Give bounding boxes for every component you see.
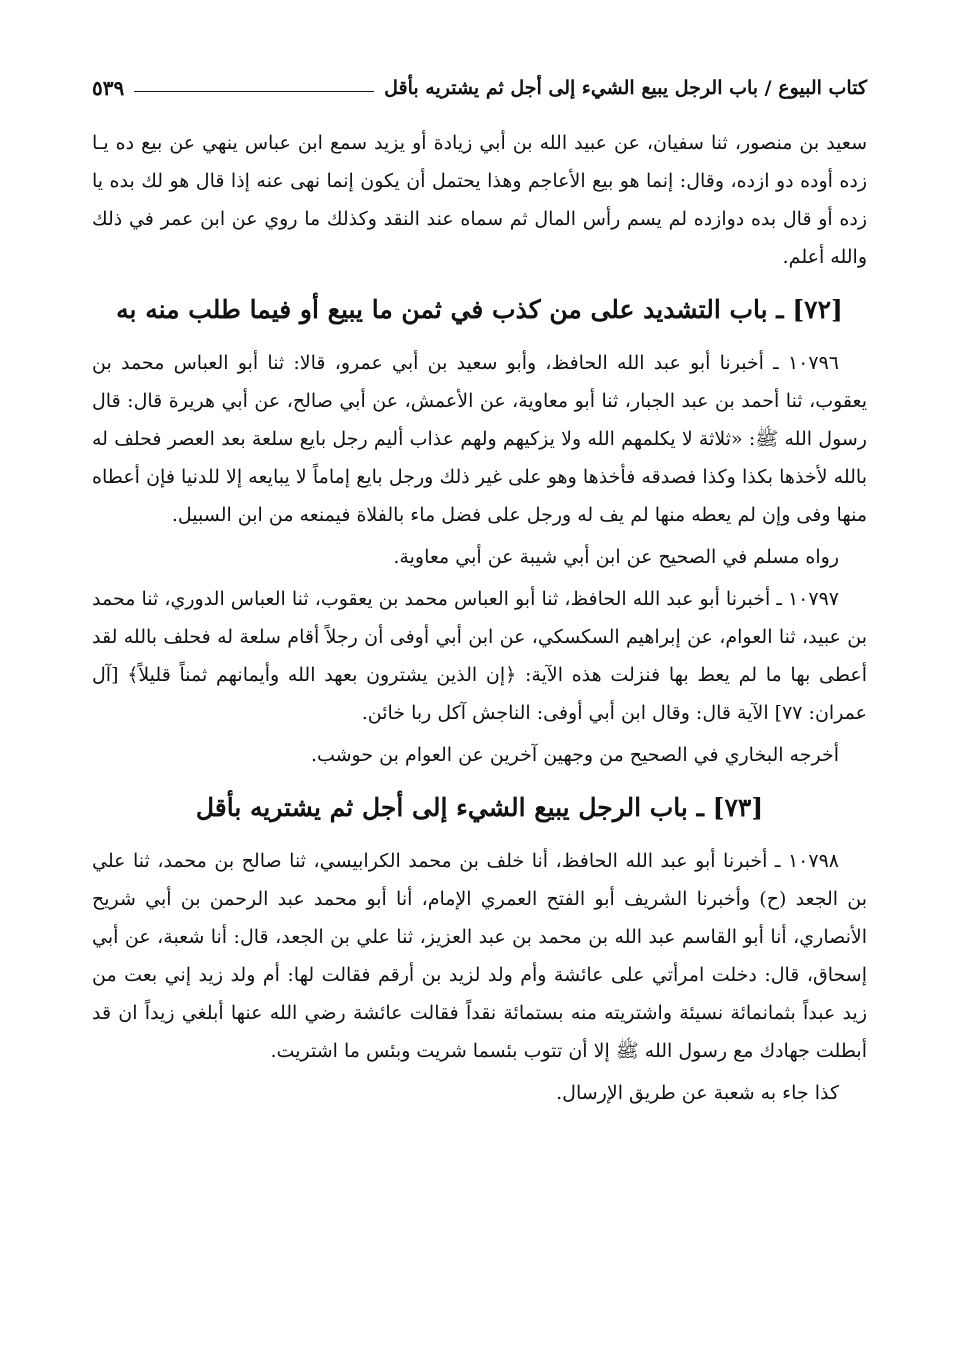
hadith-10798: ١٠٧٩٨ ـ أخبرنا أبو عبد الله الحافظ، أنا خلف بن محمد الكرابيسي، ثنا صالح بن محمد، ثنا علي بن الجعد (ح) وأخبرنا الشريف أبو الفتح العمري الإمام، أنا أبو محمد عبد الرحمن بن أبي شريح الأنصاري، أنا أبو القاسم عبد الله بن محمد بن عبد العزيز، ثنا علي بن الجعد، قال: أنا شعبة، عن أبي إسحاق، قال: دخلت امرأتي على عائشة وأم ولد لزيد بن أرقم فقالت لها: أم ولد زيد إني بعت من زيد عبداً بثمانمائة نسيئة واشتريته منه بستمائة نقداً فقالت عائشة رضي الله عنها أبلغي زيداً ان قد أبطلت جهادك مع رسول الله ﷺ إلا أن تتوب بئسما شريت وبئس ما اشتريت. bbox=[92, 850, 867, 1062]
hadith-10796: ١٠٧٩٦ ـ أخبرنا أبو عبد الله الحافظ، وأبو سعيد بن أبي عمرو، قالا: ثنا أبو العباس محمد بن يعقوب، ثنا أحمد بن عبد الجبار، ثنا أبو معاوية، عن الأعمش، عن أبي صالح، عن أبي هريرة قال: قال رسول الله ﷺ: «ثلاثة لا يكلمهم الله ولا يزكيهم ولهم عذاب أليم رجل بايع سلعة بعد العصر فحلف له بالله لأخذها بكذا وكذا فصدقه فأخذها وهو على غير ذلك ورجل بايع إماماً لا يبايعه إلا للدنيا فإن أعطاه منها وفى وإن لم يعطه منها لم يف له ورجل على فضل ماء بالفلاة فيمنعه من ابن السبيل. bbox=[92, 352, 867, 526]
header-rule bbox=[134, 91, 374, 92]
note-muslim: رواه مسلم في الصحيح عن ابن أبي شيبة عن أبي معاوية. bbox=[393, 546, 839, 568]
note-irsal: كذا جاء به شعبة عن طريق الإرسال. bbox=[556, 1082, 839, 1104]
chapter-heading-72: [٧٢] ـ باب التشديد على من كذب في ثمن ما يبيع أو فيما طلب منه به bbox=[116, 295, 843, 324]
note-bukhari: أخرجه البخاري في الصحيح من وجهين آخرين عن العوام بن حوشب. bbox=[310, 744, 839, 766]
chapter-heading-73: [٧٣] ـ باب الرجل يبيع الشيء إلى أجل ثم يشتريه بأقل bbox=[195, 793, 764, 822]
paragraph-continuation: سعيد بن منصور، ثنا سفيان، عن عبيد الله بن أبي زيادة أو يزيد سمع ابن عباس ينهي عن بيع ده يـا زده أوده دو ازده، وقال: إنما هو بيع الأعاجم وهذا يحتمل أن يكون إنما نهى عنه إذا قال هو لك بده يا زده أو قال بده دوازده لم يسم رأس المال ثم سماه عند النقد وكذلك ما روي عن ابن عمر في ذلك والله أعلم. bbox=[92, 132, 867, 268]
page-number: ٥٣٩ bbox=[92, 76, 125, 100]
hadith-10797: ١٠٧٩٧ ـ أخبرنا أبو عبد الله الحافظ، ثنا أبو العباس محمد بن يعقوب، ثنا العباس الدوري، ثنا محمد بن عبيد، ثنا العوام، عن إبراهيم السكسكي، عن ابن أبي أوفى أن رجلاً أقام سلعة له فحلف بالله لقد أعطى بها ما لم يعط بها فنزلت هذه الآية: ﴿إن الذين يشترون بعهد الله وأيمانهم ثمناً قليلاً﴾ [آل عمران: ٧٧] الآية قال: وقال ابن أبي أوفى: الناجش آكل ربا خائن. bbox=[92, 588, 867, 724]
page-body bbox=[92, 124, 867, 1112]
header-title: كتاب البيوع / باب الرجل يبيع الشيء إلى أجل ثم يشتريه بأقل bbox=[384, 77, 867, 99]
running-header bbox=[92, 68, 867, 108]
